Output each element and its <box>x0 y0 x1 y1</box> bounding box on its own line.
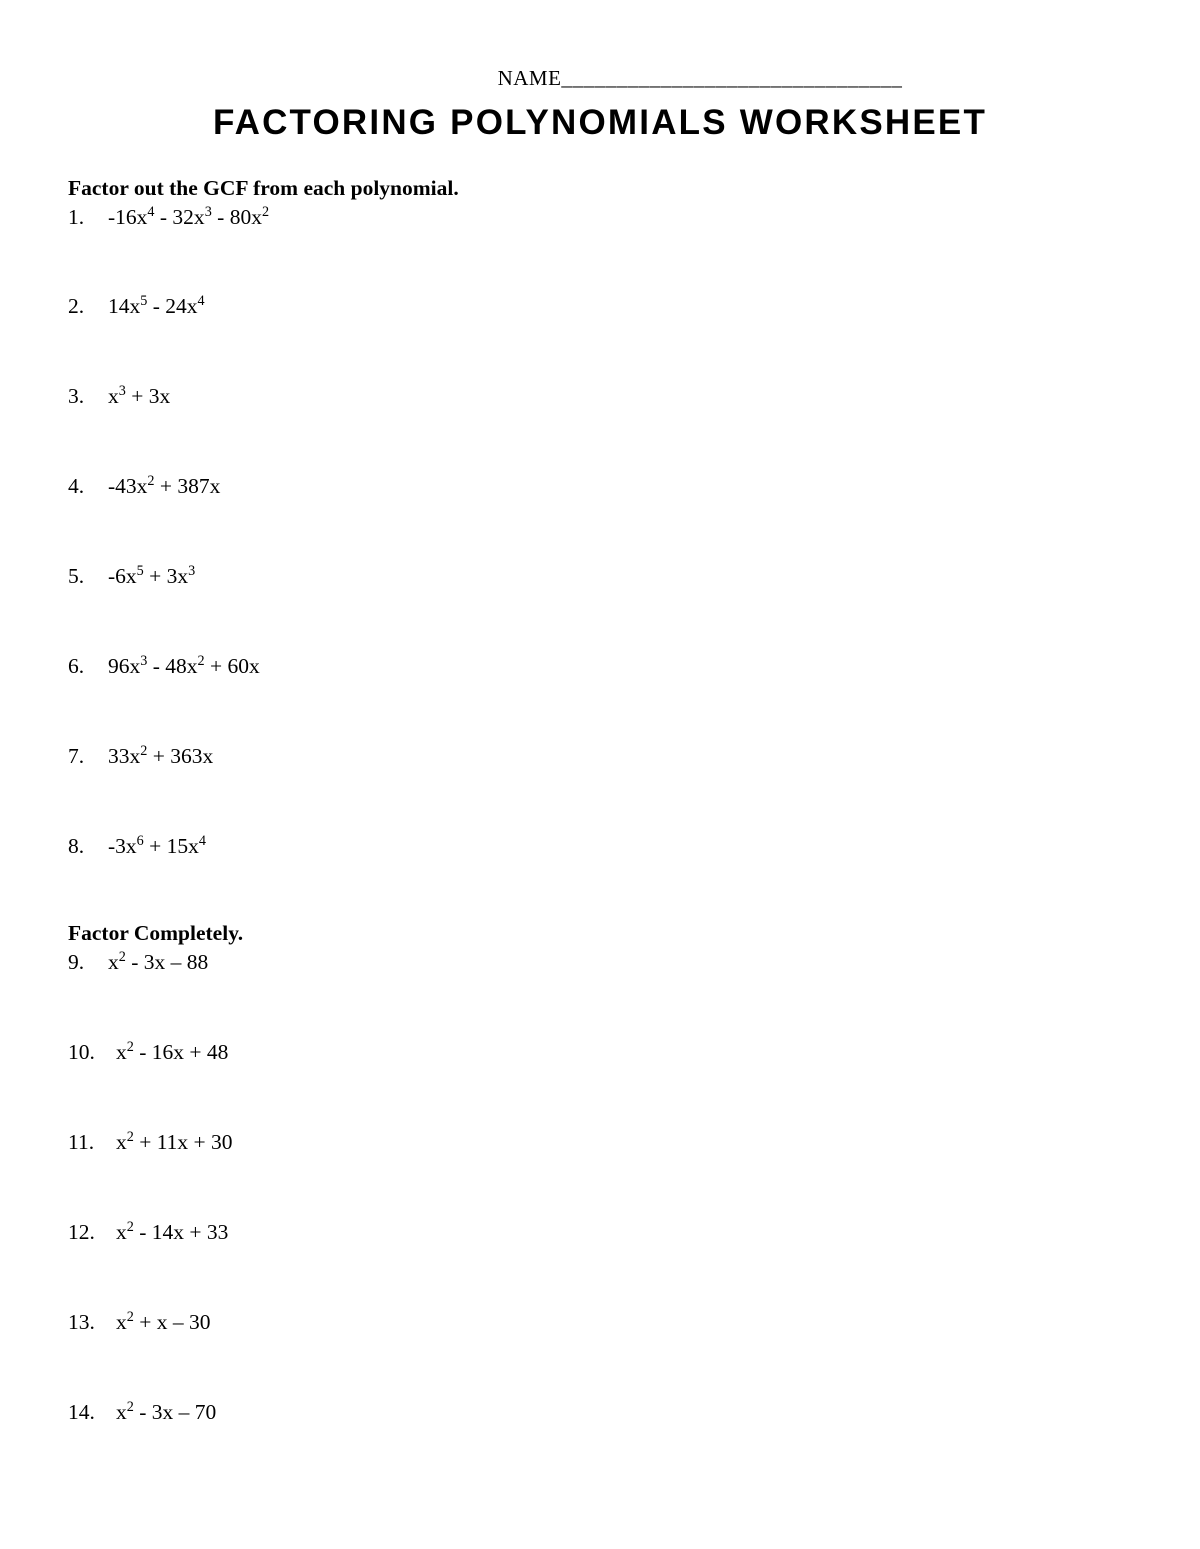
problem-number: 11. <box>68 1130 95 1154</box>
problem-item-13 <box>68 1310 210 1335</box>
problem-number: 10. <box>68 1040 95 1064</box>
problem-number: 3. <box>68 384 85 408</box>
problem-expression: $-16x^4 - 32x^3 - 80x^2$ <box>108 203 270 229</box>
problem-number: 5. <box>68 564 85 588</box>
problem-expression: $x^2 - 16x + 48$ <box>116 1038 229 1064</box>
problem-item-2 <box>68 294 205 319</box>
problem-number: 14. <box>68 1400 95 1424</box>
problem-item-3 <box>68 384 170 409</box>
problem-expression: $x^2 - 14x + 33$ <box>116 1218 229 1244</box>
problem-item-10 <box>68 1040 228 1065</box>
problem-expression: $x^2 - 3x - 88$ <box>108 948 209 974</box>
section-heading-factor-completely: Factor Completely. <box>68 921 244 945</box>
section-heading-gcf: Factor out the GCF from each polynomial. <box>68 176 459 200</box>
problem-number: 7. <box>68 744 85 768</box>
problem-expression: $x^2 + x - 30$ <box>116 1308 211 1334</box>
problem-expression: $-6x^5 + 3x^3$ <box>108 562 196 588</box>
problem-expression: $x^3 + 3x$ <box>108 382 171 408</box>
problem-item-14 <box>68 1400 216 1425</box>
name-label: NAME_______________________________ <box>497 66 903 90</box>
problem-number: 4. <box>68 474 85 498</box>
problem-number: 12. <box>68 1220 95 1244</box>
problem-expression: $-43x^2 + 387x$ <box>108 472 221 498</box>
problem-item-6 <box>68 654 260 679</box>
problem-expression: $14x^5 - 24x^4$ <box>108 292 205 318</box>
problem-expression: $x^2 + 11x + 30$ <box>116 1128 233 1154</box>
problem-item-7 <box>68 744 213 769</box>
problem-item-5 <box>68 564 195 589</box>
problem-expression: $96x^3 - 48x^2 + 60x$ <box>108 652 260 678</box>
problem-expression: $33x^2 + 363x$ <box>108 742 214 768</box>
problem-number: 9. <box>68 950 85 974</box>
problem-item-9 <box>68 950 208 975</box>
problem-expression: $x^2 - 3x - 70$ <box>116 1398 217 1424</box>
problem-item-1 <box>68 205 269 230</box>
problem-expression: $-3x^6 + 15x^4$ <box>108 832 206 858</box>
problem-number: 1. <box>68 205 85 229</box>
problem-item-4 <box>68 474 220 499</box>
problem-number: 2. <box>68 294 85 318</box>
problem-number: 6. <box>68 654 85 678</box>
problem-number: 8. <box>68 834 85 858</box>
problem-item-11 <box>68 1130 233 1155</box>
name-field-row <box>0 66 1200 91</box>
problem-number: 13. <box>68 1310 95 1334</box>
problem-item-8 <box>68 834 206 859</box>
page-title: FACTORING POLYNOMIALS WORKSHEET <box>212 103 988 142</box>
problem-item-12 <box>68 1220 228 1245</box>
